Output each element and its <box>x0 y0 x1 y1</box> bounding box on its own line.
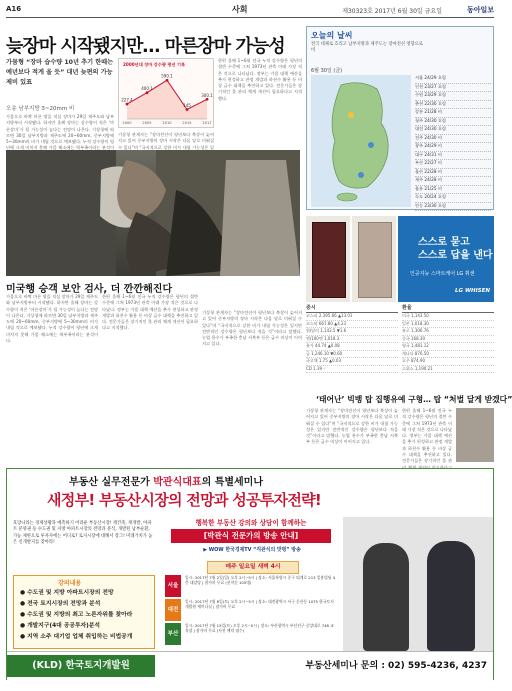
seminar-top-line: 부동산 실무전문가 박관식대표의 특별세미나 <box>69 477 264 488</box>
side-story-col-1: 기상청 관계자는 “장마전선이 평년보다 북상이 늦어지고 있어 중부지방의 장마 시작은 다음 달로 미뤄질 수 있다”며 “국지적으로 강한 비가 내릴 가능성은 있지만 전반적인 강수량은 평년보다 적을 것”이라고 말했다. 농업 용수가 부족한 충남 서북부 등은 급수 비상이 이어지고 있다. <box>306 408 398 445</box>
chart-data-label: 227.4 <box>121 97 133 103</box>
seminar-company: (KLD) 한국토지개발원 <box>7 655 155 677</box>
weather-row: 춘천 22/30 흐림 <box>415 101 491 110</box>
story-3-col: 기상청 관계자는 “장마전선이 평년보다 북상이 늦어지고 있어 중부지방의 장마 시작은 다음 달로 미뤄질 수 있다”며 “국지적으로 강한 비가 내릴 가능성은 있지만 전반적인 강수량은 평년보다 적을 것”이라고 말했다. 농업 용수가 부족한 충남 서북부 등은 급수 비상이 이어지고 있다. <box>202 310 302 347</box>
seminar-schedule <box>165 575 337 649</box>
weather-row: 대전 24/30 흐림 <box>415 126 491 135</box>
seminar-intro: 호랑나라는 경제상황과 예측하기 어려운 부동산시장! 재건축, 재개발, 아파트 분양권 등 수도권 및 지방 아파트시장의 전망과 분석, 개발된 남부순환, 가능 제한으로 투자자에는 어디로? 토지시장에 대해서 장그! 미래가치가 높은 신개발지를 찾아라! <box>13 521 153 546</box>
weather-row: 서울 24/29 흐림 <box>415 75 491 84</box>
seminar-top-highlight: 박관식대표 <box>153 477 202 488</box>
exchange-table <box>402 304 494 394</box>
seminar-schedule-row <box>165 575 337 597</box>
weather-row: 전주 24/30 비 <box>415 135 491 144</box>
korea-map-icon <box>311 75 411 207</box>
photo-caption: 미국행 승객 보안 검사, 더 깐깐해진다 <box>6 284 173 295</box>
exchange-row: 미국 1,143.50 <box>402 313 494 321</box>
lg-ad-line-2: 스스로 답을 낸다 <box>418 250 493 261</box>
stock-row: 금 1,246.10 ▼0.60 <box>306 351 398 359</box>
exchange-row: 중국 168.30 <box>402 336 494 344</box>
chart-point <box>126 103 129 106</box>
story-2-col-1: 가뭄으로 바짝 마른 땅을 적실 장마가 29일 제주도와 남부지방부터 시작됐다. 하지만 올해 장마는 강수량이 적은 ‘마른장마’가 될 가능성이 높다는 전망이 나온다. 기상청에 따르면 30일 남부지방과 제주도에 20~60mm, 중부지방에 5~30mm의 비가 내릴 것으로 예보됐다. 누적 강수량이 평년에 크게 미치지 못해 가뭄 해소에는 역부족이라는 분석이다. <box>6 294 98 344</box>
news-photo-image <box>6 150 300 276</box>
story-col-1: 가뭄으로 바짝 마른 땅을 적실 장마가 29일 제주도와 남부지방부터 시작됐다. 하지만 올해 장마는 강수량이 적은 ‘마른장마’가 될 가능성이 높다는 전망이 나온다. 기상청에 따르면 30일 남부지방과 제주도에 20~60mm, 중부지방에 5~30mm의 비가 내릴 것으로 예보됐다. 누적 강수량이 평년에 크게 미치지 못해 가뭄 해소에는 역부족이라는 분석이 <box>6 114 114 151</box>
seminar-center-heading: 행복한 부동산 강의와 상담이 함께하는 <box>195 519 307 527</box>
lg-brand-logo: LG WHISEN <box>455 288 490 294</box>
weather-row: 강릉 21/28 비 <box>415 109 491 118</box>
weather-row: 제주 24/28 비 <box>415 177 491 186</box>
seminar-speaker-photo <box>343 517 493 651</box>
side-story-col-2: 한편 올해 1~6월 전국 누적 강수량은 평년의 절반 수준에 그쳐 1973년 관측 이래 가장 적은 것으로 나타났다. 정부는 가뭄 대책 예산을 추가 편성하고 관정 개발과 하천수 활용 등 비상 급수 대책을 추진하고 있다. 전문가들은 장기적인 물 관 <box>402 408 452 464</box>
seminar-topic: ● 지역 소주 대기업 업체 취입하는 비법공개 <box>20 634 133 640</box>
main-headline: 늦장마 시작됐지만… 마른장마 가능성 <box>6 36 285 57</box>
stock-row: 국고채 1.75 ▲0.03 <box>306 358 398 366</box>
seminar-topic: ● 전국 토지시장의 전망과 분석 <box>20 601 101 607</box>
seminar-footer <box>7 651 493 680</box>
chart-point <box>186 108 189 111</box>
weather-row: 인천 23/27 흐림 <box>415 84 491 93</box>
seminar-topic: ● 수도권 및 지방 아파트시장의 전망 <box>20 590 114 596</box>
seminar-topics-box <box>13 575 155 649</box>
seminar-broadcast-program: ▶ WOW 한국경제TV “직관식의 맛평” 방송 <box>203 547 301 553</box>
stock-table-title: 증시 <box>306 304 398 313</box>
chart-tick-label: 2010 <box>162 121 172 125</box>
news-photo <box>6 150 300 276</box>
chart-point <box>206 98 209 101</box>
seminar-schedule-city: 서울 <box>165 575 181 597</box>
lg-appliance-ad <box>306 216 494 302</box>
exchange-row: 영국 1,481.12 <box>402 343 494 351</box>
seminar-broadcast-time: 매주 일요일 새벽 4시 <box>207 561 299 574</box>
chart-tick-label: 2005 <box>142 121 152 125</box>
side-story-headline: ‘태어난’ 빅뱅 탑 집행유예 구형… 탑 “처벌 달게 받겠다” <box>316 395 512 404</box>
newspaper-logo: 동아일보 <box>466 5 494 14</box>
seminar-center <box>163 517 339 651</box>
chart-area <box>127 80 207 119</box>
story-2-col-2: 한편 올해 1~6월 전국 누적 강수량은 평년의 절반 수준에 그쳐 1973년 관측 이래 가장 적은 것으로 나타났다. 정부는 가뭄 대책 예산을 추가 편성하고 관정 개발과 하천수 활용 등 비상 급수 대책을 추진하고 있다. 전문가들은 장기적인 물 관리 체계 개선이 필요하다고 지적했다. <box>102 294 198 331</box>
chart-data-label: 145 <box>183 102 191 108</box>
weather-row: 울릉 21/25 비 <box>415 186 491 195</box>
weather-map <box>311 75 411 207</box>
weather-description: 전국 대체로 흐리고 남부지방과 제주도는 장마전선 영향으로 비 <box>311 42 423 53</box>
seminar-topic: ● 개발지구(4대 공공투자)분석 <box>20 623 101 629</box>
main-subhead: 가뭄형 “장마 습수량 10년 추기 한때는 예년보다 적게 올 듯” 대년 늦편의 가능 제비 있표 <box>6 59 114 86</box>
seminar-topics <box>20 588 132 643</box>
stock-row: 원/달러 1,143.5 ▼1.6 <box>306 328 398 336</box>
chart-data-label: 300.1 <box>201 92 213 98</box>
seminar-schedule-row <box>165 599 337 621</box>
lg-ad-line-1: 스스로 묻고 <box>418 237 470 248</box>
exchange-row: 유로 1,306.76 <box>402 328 494 336</box>
chart-data-label: 590.1 <box>161 73 173 79</box>
weather-row: 안동 23/30 흐림 <box>415 203 491 212</box>
seminar-broadcast-banner: [박관식 전문가의 방송 안내] <box>171 529 331 543</box>
seminar-schedule-info: 일시: 2017년 7월 15일(토) 오후 2시~5시 | 장소: 부산광역시 부산진구 중앙대로 748 교육장 | 참가비 무료 (사전 예약 필수) <box>185 623 334 634</box>
story-col-3: 한편 올해 1~6월 전국 누적 강수량은 평년의 절반 수준에 그쳐 1973년 관측 이래 가장 적은 것으로 나타났다. 정부는 가뭄 대책 예산을 추가 편성하고 관정 개발과 하천수 활용 등 비상 급수 대책을 추진하고 있다. 전문가들은 장기적인 물 관리 체계 개선이 필요하다고 지적했다. <box>218 58 302 101</box>
chart-point <box>166 79 169 82</box>
weather-table <box>415 75 491 207</box>
seminar-schedule-info: 일시: 2017년 7월 2일(일) 오후 2시~5시 | 장소: 서울특별시 중구 퇴계로 213 일흥빌딩 4층 대강당 | 참가비 무료 (선착순 100명) <box>185 575 336 586</box>
fridge-image <box>306 216 350 302</box>
main-byline: 오송 남부지방 3~20mm 비 <box>6 106 75 112</box>
stock-row: CD 1.39 - <box>306 366 398 374</box>
exchange-table-title: 환율 <box>402 304 494 313</box>
lg-ad-headline <box>418 236 493 262</box>
chart-tick-label: 2000 <box>122 121 132 125</box>
stock-row: 엔/100엔 1,018.3 <box>306 336 398 344</box>
seminar-headline: 새정부! 부동산시장의 전망과 성공투자전략! <box>47 491 322 509</box>
chart-tick-label: 2017 <box>202 121 212 125</box>
weather-row: 부산 22/27 비 <box>415 160 491 169</box>
weather-title: 오늘의 날씨 <box>311 31 353 40</box>
seminar-left <box>7 517 157 651</box>
chart-marks <box>121 74 213 125</box>
seminar-schedule-row <box>165 623 337 645</box>
stock-row: 코스닥 667.80 ▲4.23 <box>306 321 398 329</box>
stock-row: 유가 44.74 ▲0.08 <box>306 343 398 351</box>
rainfall-chart-svg <box>119 59 213 127</box>
story-col-2: 기상청 관계자는 “장마전선이 평년보다 북상이 늦어지고 있어 중부지방의 장마 시작은 다음 달로 미뤄질 수 있다”며 “국지적으로 강한 비가 내릴 가능성은 있 <box>118 132 214 150</box>
weather-row: 청주 24/30 흐림 <box>415 118 491 127</box>
stock-table <box>306 304 398 394</box>
section-name: 사회 <box>232 5 248 14</box>
chart-title: 2000년대 장마 강수량 평년 기록 <box>123 62 185 67</box>
seminar-schedule-info: 일시: 2017년 7월 8일(토) 오후 2시~5시 | 장소: 대전광역시 서구 둔산동 1075 한국토지개발원 세미나실 | 참가비 무료 <box>185 599 334 610</box>
chart-point <box>146 91 149 94</box>
seminar-ad <box>6 468 494 680</box>
chart-data-label: 400.1 <box>141 86 153 92</box>
fridge-image-2 <box>352 216 396 302</box>
weather-row: 독도 20/24 흐림 <box>415 194 491 203</box>
chart-tick-label: 2015 <box>182 121 192 125</box>
seminar-schedule-city: 부산 <box>165 623 181 645</box>
seminar-schedule-city: 대전 <box>165 599 181 621</box>
weather-row: 수원 23/29 흐림 <box>415 92 491 101</box>
seminar-phone: 부동산세미나 문의 : 02) 595-4236, 4237 <box>305 661 487 671</box>
seminar-topics-title: 강의내용 <box>58 580 82 587</box>
exchange-table-rows <box>402 313 494 373</box>
exchange-row: 스위스 1,190.21 <box>402 366 494 374</box>
seminar-topic: ● 수도권 및 지방의 최고 노른자위를 찾아라 <box>20 612 133 618</box>
lg-ad-panel <box>398 216 494 302</box>
rainfall-chart <box>118 58 214 128</box>
exchange-row: 캐나다 876.50 <box>402 351 494 359</box>
weather-box <box>306 26 494 210</box>
masthead <box>6 4 494 18</box>
issue-date: 제30323호 2017년 6월 30일 금요일 <box>342 8 442 15</box>
exchange-row: 호주 874.90 <box>402 358 494 366</box>
side-story-photo <box>456 408 494 462</box>
weather-date: 6월 30일 (금) <box>311 68 343 74</box>
weather-row: 대구 24/31 비 <box>415 152 491 161</box>
page-number: A16 <box>6 5 22 13</box>
weather-row: 울산 22/28 비 <box>415 169 491 178</box>
stock-row: 코스피 2,395.66 ▲13.01 <box>306 313 398 321</box>
exchange-row: 일본 1,018.30 <box>402 321 494 329</box>
lg-ad-tagline: 인공지능 스마트케어 LG 휘센 <box>410 271 475 277</box>
weather-row: 광주 24/29 비 <box>415 143 491 152</box>
seminar-header <box>7 469 493 517</box>
stock-table-rows <box>306 313 398 373</box>
